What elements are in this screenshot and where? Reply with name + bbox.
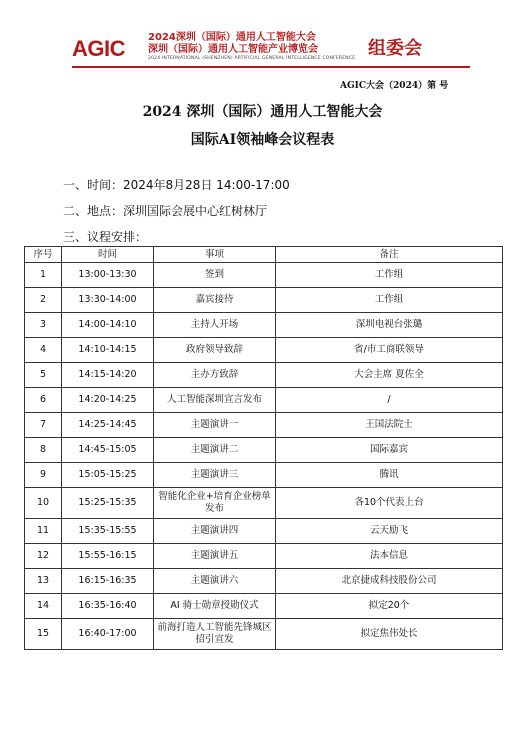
cell-index: 7 <box>25 413 62 438</box>
conference-title-line1: 2024深圳（国际）通用人工智能大会 <box>148 32 316 43</box>
table-row <box>25 388 503 413</box>
table-row <box>25 463 503 488</box>
cell-index: 4 <box>25 338 62 363</box>
table-row <box>25 438 503 463</box>
cell-note: / <box>276 388 503 413</box>
cell-time: 14:10-14:15 <box>62 338 154 363</box>
cell-index: 12 <box>25 544 62 569</box>
page-title: 2024 深圳（国际）通用人工智能大会 <box>142 104 383 120</box>
cell-note: 云天励飞 <box>276 519 503 544</box>
cell-note: 深圳电视台张璐 <box>276 313 503 338</box>
agenda-table <box>24 246 503 650</box>
table-row <box>25 594 503 619</box>
cell-item: 主题演讲一 <box>154 413 276 438</box>
table-row <box>25 288 503 313</box>
page-subtitle: 国际AI领袖峰会议程表 <box>190 132 335 148</box>
conference-title-english: 2024 INTERNATIONAL (SHENZHEN) ARTIFICIAL GENERAL INTELLIGENCE CONFERENCE <box>148 56 356 61</box>
cell-time: 15:55-16:15 <box>62 544 154 569</box>
cell-note: 法本信息 <box>276 544 503 569</box>
cell-time: 14:20-14:25 <box>62 388 154 413</box>
cell-item: 主题演讲六 <box>154 569 276 594</box>
cell-time: 16:40-17:00 <box>62 619 154 650</box>
cell-time: 13:30-14:00 <box>62 288 154 313</box>
cell-item: 主持人开场 <box>154 313 276 338</box>
cell-item: AI 骑士勋章授勋仪式 <box>154 594 276 619</box>
cell-item: 主题演讲五 <box>154 544 276 569</box>
table-row <box>25 619 503 650</box>
cell-item: 主题演讲三 <box>154 463 276 488</box>
cell-note: 工作组 <box>276 288 503 313</box>
cell-index: 3 <box>25 313 62 338</box>
cell-index: 11 <box>25 519 62 544</box>
cell-time: 16:15-16:35 <box>62 569 154 594</box>
cell-index: 13 <box>25 569 62 594</box>
cell-time: 15:35-15:55 <box>62 519 154 544</box>
header-note: 备注 <box>276 247 503 263</box>
cell-time: 14:25-14:45 <box>62 413 154 438</box>
cell-item: 智能化企业+培育企业榜单发布 <box>154 488 276 519</box>
header-index: 序号 <box>25 247 62 263</box>
table-row <box>25 519 503 544</box>
agic-logo: AGIC <box>72 36 125 61</box>
organizing-committee: 组委会 <box>368 38 422 59</box>
cell-index: 14 <box>25 594 62 619</box>
time-line: 一、时间：2024年8月28日 14:00-17:00 <box>63 178 290 192</box>
header-item: 事项 <box>154 247 276 263</box>
cell-index: 2 <box>25 288 62 313</box>
cell-time: 14:15-14:20 <box>62 363 154 388</box>
cell-time: 14:45-15:05 <box>62 438 154 463</box>
cell-note: 腾讯 <box>276 463 503 488</box>
cell-index: 6 <box>25 388 62 413</box>
document-number: AGIC大会（2024）第 号 <box>340 81 449 91</box>
cell-note: 省/市工商联领导 <box>276 338 503 363</box>
cell-note: 国际嘉宾 <box>276 438 503 463</box>
cell-item: 主题演讲四 <box>154 519 276 544</box>
cell-time: 15:25-15:35 <box>62 488 154 519</box>
cell-index: 1 <box>25 263 62 288</box>
cell-note: 大会主席 夏佐全 <box>276 363 503 388</box>
cell-index: 10 <box>25 488 62 519</box>
cell-item: 签到 <box>154 263 276 288</box>
cell-time: 14:00-14:10 <box>62 313 154 338</box>
table-row <box>25 544 503 569</box>
cell-note: 拟定20个 <box>276 594 503 619</box>
table-row <box>25 338 503 363</box>
cell-time: 15:05-15:25 <box>62 463 154 488</box>
cell-item: 前海打造人工智能先锋城区招引宣发 <box>154 619 276 650</box>
cell-note: 各10个代表上台 <box>276 488 503 519</box>
cell-note: 王国法院士 <box>276 413 503 438</box>
cell-item: 嘉宾接待 <box>154 288 276 313</box>
cell-item: 人工智能深圳宣言发布 <box>154 388 276 413</box>
table-row <box>25 263 503 288</box>
cell-item: 主办方致辞 <box>154 363 276 388</box>
cell-index: 9 <box>25 463 62 488</box>
cell-item: 主题演讲二 <box>154 438 276 463</box>
cell-time: 13:00-13:30 <box>62 263 154 288</box>
place-line: 二、地点：深圳国际会展中心红树林厅 <box>63 204 268 218</box>
table-header-row <box>25 247 503 263</box>
agenda-heading: 三、议程安排： <box>63 230 148 244</box>
cell-note: 工作组 <box>276 263 503 288</box>
table-row <box>25 313 503 338</box>
header-time: 时间 <box>62 247 154 263</box>
cell-index: 5 <box>25 363 62 388</box>
conference-title-block <box>148 32 358 62</box>
table-row <box>25 488 503 519</box>
cell-note: 北京捷成科技股份公司 <box>276 569 503 594</box>
table-row <box>25 413 503 438</box>
conference-title-line2: 深圳（国际）通用人工智能产业博览会 <box>148 44 318 55</box>
header-rule <box>72 66 470 68</box>
table-row <box>25 569 503 594</box>
cell-index: 15 <box>25 619 62 650</box>
cell-time: 16:35-16:40 <box>62 594 154 619</box>
cell-note: 拟定焦伟处长 <box>276 619 503 650</box>
cell-item: 政府领导致辞 <box>154 338 276 363</box>
table-row <box>25 363 503 388</box>
cell-index: 8 <box>25 438 62 463</box>
